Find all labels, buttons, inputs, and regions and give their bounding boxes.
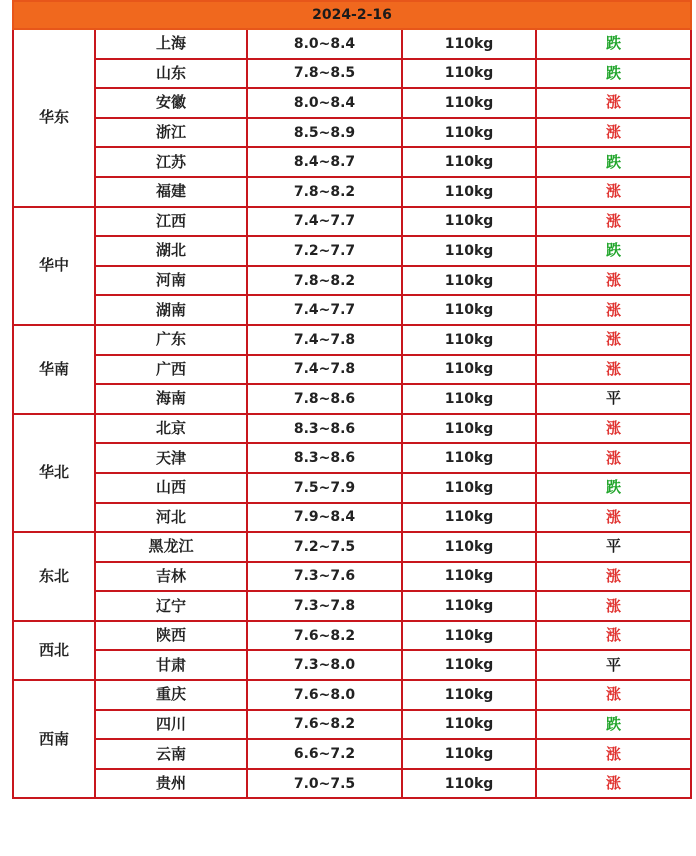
province-cell: 安徽 xyxy=(95,88,247,118)
trend-cell: 涨 xyxy=(536,355,691,385)
weight-cell: 110kg xyxy=(402,29,536,59)
province-cell: 浙江 xyxy=(95,118,247,148)
trend-cell: 涨 xyxy=(536,207,691,237)
price-range-cell: 7.2~7.7 xyxy=(247,236,402,266)
province-cell: 贵州 xyxy=(95,769,247,799)
price-range-cell: 7.4~7.8 xyxy=(247,325,402,355)
trend-cell: 涨 xyxy=(536,266,691,296)
province-cell: 湖北 xyxy=(95,236,247,266)
price-range-cell: 7.8~8.6 xyxy=(247,384,402,414)
trend-cell: 涨 xyxy=(536,443,691,473)
table-row xyxy=(13,295,691,325)
trend-cell: 涨 xyxy=(536,177,691,207)
province-cell: 上海 xyxy=(95,29,247,59)
table-row xyxy=(13,710,691,740)
trend-cell: 跌 xyxy=(536,473,691,503)
trend-cell: 平 xyxy=(536,384,691,414)
trend-cell: 涨 xyxy=(536,503,691,533)
table-title: 2024-2-16 xyxy=(13,1,691,29)
table-row xyxy=(13,650,691,680)
province-cell: 河北 xyxy=(95,503,247,533)
weight-cell: 110kg xyxy=(402,591,536,621)
weight-cell: 110kg xyxy=(402,355,536,385)
weight-cell: 110kg xyxy=(402,680,536,710)
price-range-cell: 7.4~7.7 xyxy=(247,295,402,325)
province-cell: 北京 xyxy=(95,414,247,444)
price-range-cell: 7.8~8.2 xyxy=(247,177,402,207)
trend-cell: 涨 xyxy=(536,621,691,651)
weight-cell: 110kg xyxy=(402,295,536,325)
weight-cell: 110kg xyxy=(402,88,536,118)
weight-cell: 110kg xyxy=(402,769,536,799)
province-cell: 重庆 xyxy=(95,680,247,710)
region-cell: 东北 xyxy=(13,532,95,621)
price-range-cell: 7.4~7.8 xyxy=(247,355,402,385)
price-range-cell: 7.0~7.5 xyxy=(247,769,402,799)
table-row xyxy=(13,769,691,799)
table-row xyxy=(13,325,691,355)
weight-cell: 110kg xyxy=(402,562,536,592)
weight-cell: 110kg xyxy=(402,621,536,651)
region-cell: 华中 xyxy=(13,207,95,325)
trend-cell: 跌 xyxy=(536,29,691,59)
weight-cell: 110kg xyxy=(402,236,536,266)
table-body xyxy=(13,1,691,798)
table-row xyxy=(13,207,691,237)
table-row xyxy=(13,473,691,503)
province-cell: 吉林 xyxy=(95,562,247,592)
table-row xyxy=(13,88,691,118)
weight-cell: 110kg xyxy=(402,443,536,473)
price-range-cell: 7.6~8.2 xyxy=(247,621,402,651)
province-cell: 四川 xyxy=(95,710,247,740)
trend-cell: 涨 xyxy=(536,562,691,592)
price-range-cell: 7.3~8.0 xyxy=(247,650,402,680)
province-cell: 天津 xyxy=(95,443,247,473)
price-range-cell: 7.8~8.2 xyxy=(247,266,402,296)
price-range-cell: 7.5~7.9 xyxy=(247,473,402,503)
price-range-cell: 8.0~8.4 xyxy=(247,29,402,59)
weight-cell: 110kg xyxy=(402,473,536,503)
price-range-cell: 8.4~8.7 xyxy=(247,147,402,177)
province-cell: 山西 xyxy=(95,473,247,503)
price-range-cell: 7.3~7.6 xyxy=(247,562,402,592)
weight-cell: 110kg xyxy=(402,59,536,89)
table-row xyxy=(13,503,691,533)
province-cell: 辽宁 xyxy=(95,591,247,621)
price-range-cell: 7.4~7.7 xyxy=(247,207,402,237)
weight-cell: 110kg xyxy=(402,266,536,296)
trend-cell: 涨 xyxy=(536,88,691,118)
region-cell: 西南 xyxy=(13,680,95,798)
table-row xyxy=(13,562,691,592)
province-cell: 广东 xyxy=(95,325,247,355)
province-cell: 黑龙江 xyxy=(95,532,247,562)
table-row xyxy=(13,591,691,621)
weight-cell: 110kg xyxy=(402,207,536,237)
province-cell: 海南 xyxy=(95,384,247,414)
province-cell: 云南 xyxy=(95,739,247,769)
table-row xyxy=(13,266,691,296)
table-row xyxy=(13,414,691,444)
table-row xyxy=(13,532,691,562)
table-row xyxy=(13,59,691,89)
price-range-cell: 7.9~8.4 xyxy=(247,503,402,533)
weight-cell: 110kg xyxy=(402,650,536,680)
weight-cell: 110kg xyxy=(402,532,536,562)
price-range-cell: 8.0~8.4 xyxy=(247,88,402,118)
province-cell: 江苏 xyxy=(95,147,247,177)
trend-cell: 跌 xyxy=(536,59,691,89)
price-range-cell: 8.3~8.6 xyxy=(247,443,402,473)
table-row xyxy=(13,177,691,207)
price-range-cell: 6.6~7.2 xyxy=(247,739,402,769)
region-cell: 华东 xyxy=(13,29,95,207)
weight-cell: 110kg xyxy=(402,710,536,740)
table-row xyxy=(13,680,691,710)
trend-cell: 平 xyxy=(536,650,691,680)
table-row xyxy=(13,147,691,177)
trend-cell: 涨 xyxy=(536,739,691,769)
price-range-cell: 8.3~8.6 xyxy=(247,414,402,444)
province-cell: 湖南 xyxy=(95,295,247,325)
weight-cell: 110kg xyxy=(402,325,536,355)
trend-cell: 跌 xyxy=(536,147,691,177)
trend-cell: 跌 xyxy=(536,710,691,740)
table-row xyxy=(13,29,691,59)
weight-cell: 110kg xyxy=(402,503,536,533)
price-range-cell: 7.6~8.2 xyxy=(247,710,402,740)
province-cell: 山东 xyxy=(95,59,247,89)
trend-cell: 平 xyxy=(536,532,691,562)
province-cell: 广西 xyxy=(95,355,247,385)
weight-cell: 110kg xyxy=(402,177,536,207)
trend-cell: 涨 xyxy=(536,680,691,710)
province-cell: 甘肃 xyxy=(95,650,247,680)
province-cell: 陕西 xyxy=(95,621,247,651)
trend-cell: 涨 xyxy=(536,118,691,148)
province-cell: 江西 xyxy=(95,207,247,237)
region-cell: 西北 xyxy=(13,621,95,680)
weight-cell: 110kg xyxy=(402,384,536,414)
table-row xyxy=(13,384,691,414)
province-cell: 福建 xyxy=(95,177,247,207)
table-row xyxy=(13,355,691,385)
trend-cell: 涨 xyxy=(536,325,691,355)
table-row xyxy=(13,739,691,769)
province-cell: 河南 xyxy=(95,266,247,296)
price-range-cell: 7.8~8.5 xyxy=(247,59,402,89)
trend-cell: 涨 xyxy=(536,769,691,799)
trend-cell: 跌 xyxy=(536,236,691,266)
weight-cell: 110kg xyxy=(402,147,536,177)
weight-cell: 110kg xyxy=(402,118,536,148)
table-row xyxy=(13,443,691,473)
price-range-cell: 7.6~8.0 xyxy=(247,680,402,710)
price-range-cell: 7.2~7.5 xyxy=(247,532,402,562)
region-cell: 华北 xyxy=(13,414,95,532)
price-range-cell: 7.3~7.8 xyxy=(247,591,402,621)
title-row xyxy=(13,1,691,29)
weight-cell: 110kg xyxy=(402,414,536,444)
trend-cell: 涨 xyxy=(536,591,691,621)
table-row xyxy=(13,236,691,266)
table-row xyxy=(13,621,691,651)
price-table xyxy=(12,0,692,799)
price-range-cell: 8.5~8.9 xyxy=(247,118,402,148)
weight-cell: 110kg xyxy=(402,739,536,769)
table-row xyxy=(13,118,691,148)
region-cell: 华南 xyxy=(13,325,95,414)
trend-cell: 涨 xyxy=(536,295,691,325)
trend-cell: 涨 xyxy=(536,414,691,444)
